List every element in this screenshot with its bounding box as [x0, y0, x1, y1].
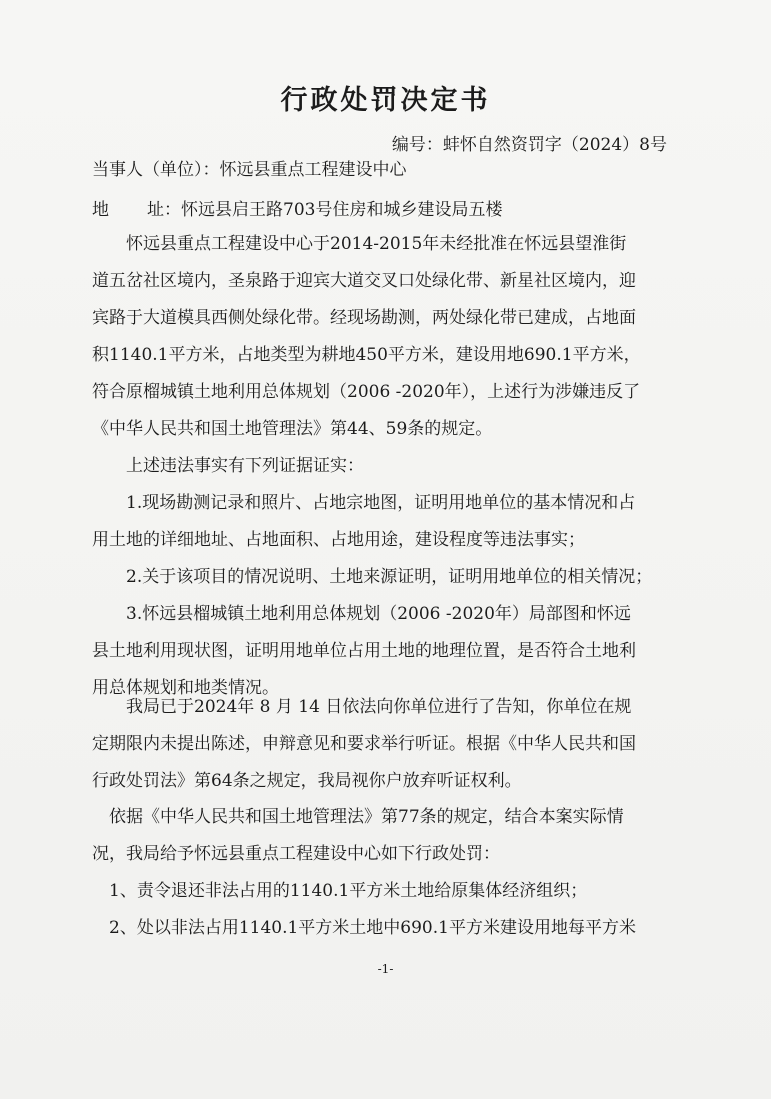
evidence-intro: [92, 448, 684, 485]
decision-paragraph: [92, 799, 684, 947]
evidence-list: [92, 485, 684, 707]
evidence-line: 1.现场勘测记录和照片、占地宗地图，证明用地单位的基本情况和占: [92, 493, 636, 513]
evidence-line: 用总体规划和地类情况。: [92, 678, 279, 698]
address-text: 址：怀远县启王路703号住房和城乡建设局五楼: [147, 200, 503, 220]
evidence-line: 2.关于该项目的情况说明、土地来源证明，证明用地单位的相关情况；: [92, 567, 653, 587]
evidence-line: 用土地的详细地址、占地面积、占地用途，建设程度等违法事实；: [92, 530, 585, 550]
facts-line: 怀远县重点工程建设中心于2014-2015年未经批准在怀远县望淮街: [92, 234, 627, 254]
evidence-line: 3.怀远县榴城镇土地利用总体规划（2006 -2020年）局部图和怀远: [92, 604, 631, 624]
address-line: [92, 202, 502, 219]
decision-line: 况，我局给予怀远县重点工程建设中心如下行政处罚：: [92, 844, 500, 864]
facts-line: 符合原榴城镇土地利用总体规划（2006 -2020年），上述行为涉嫌违反了: [92, 382, 641, 402]
notice-line: 行政处罚法》第64条之规定，我局视你户放弃听证权利。: [92, 771, 522, 791]
facts-line: 《中华人民共和国土地管理法》第44、59条的规定。: [92, 419, 493, 439]
decision-line: 2、处以非法占用1140.1平方米土地中690.1平方米建设用地每平方米: [92, 918, 636, 938]
decision-line: 1、责令退还非法占用的1140.1平方米土地给原集体经济组织；: [92, 881, 588, 901]
address-label-first-char: 地: [92, 200, 109, 220]
facts-line: 道五岔社区境内，圣泉路于迎宾大道交叉口处绿化带、新星社区境内，迎: [92, 271, 636, 291]
facts-line: 宾路于大道模具西侧处绿化带。经现场勘测，两处绿化带已建成，占地面: [92, 308, 636, 328]
facts-paragraph: [92, 226, 684, 448]
decision-line: 依据《中华人民共和国土地管理法》第77条的规定，结合本案实际情: [92, 807, 624, 827]
notice-line: 我局已于2024年 8 月 14 日依法向你单位进行了告知，你单位在规: [92, 697, 632, 717]
document-number: 编号：蚌怀自然资罚字（2024）8号: [391, 135, 667, 155]
evidence-intro-line: 上述违法事实有下列证据证实：: [92, 456, 364, 476]
facts-line: 积1140.1平方米，占地类型为耕地450平方米，建设用地690.1平方米，: [92, 345, 641, 365]
page-number: -1-: [377, 962, 394, 976]
notice-paragraph: [92, 689, 684, 800]
evidence-line: 县土地利用现状图，证明用地单位占用土地的地理位置，是否符合土地利: [92, 641, 636, 661]
document-title: 行政处罚决定书: [280, 85, 491, 116]
party-line: 当事人（单位）：怀远县重点工程建设中心: [92, 160, 407, 180]
notice-line: 定期限内未提出陈述，申辩意见和要求举行听证。根据《中华人民共和国: [92, 734, 636, 754]
